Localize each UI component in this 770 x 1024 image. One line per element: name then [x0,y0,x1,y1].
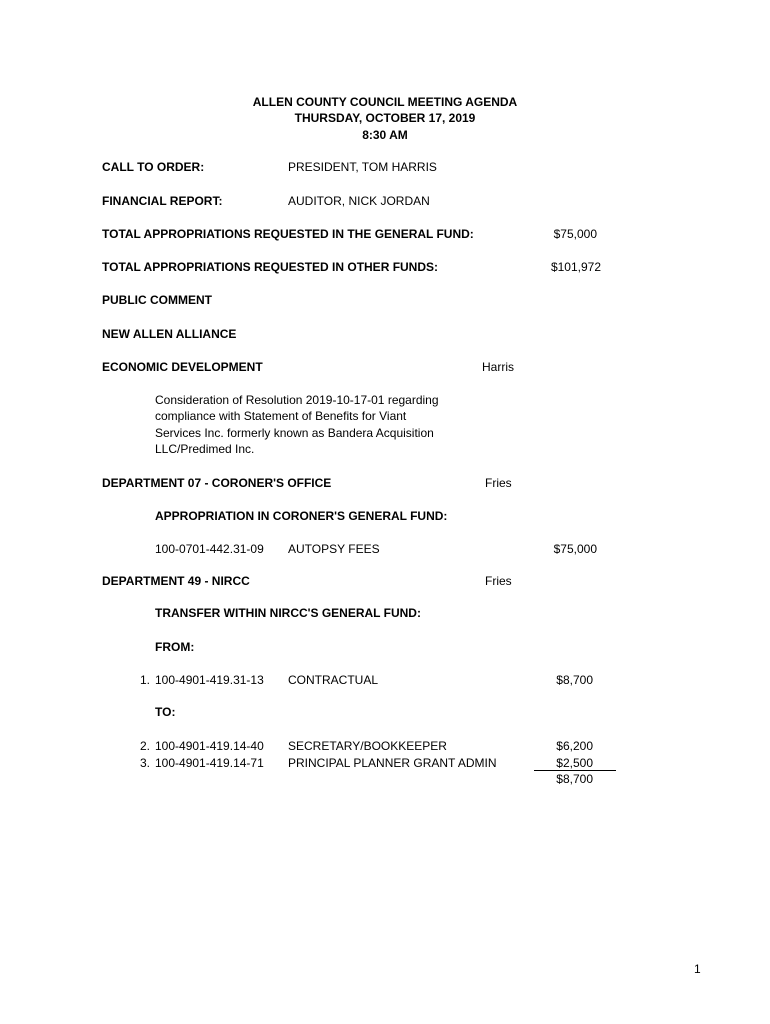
economic-development-sponsor: Harris [482,360,514,374]
line-item-account: 100-4901-419.14-71 [155,756,264,770]
line-item-account: 100-4901-419.14-40 [155,739,264,753]
dept49-subheading: TRANSFER WITHIN NIRCC'S GENERAL FUND: [155,606,421,620]
line-item-description: SECRETARY/BOOKKEEPER [288,739,447,753]
line-item-number: 3. [140,756,151,770]
agenda-date: THURSDAY, OCTOBER 17, 2019 [294,111,476,125]
resolution-text-line: Consideration of Resolution 2019-10-17-01 regarding [155,393,439,407]
economic-development-heading: ECONOMIC DEVELOPMENT [102,360,263,374]
agenda-title: ALLEN COUNTY COUNCIL MEETING AGENDA [252,95,518,109]
dept07-subheading: APPROPRIATION IN CORONER'S GENERAL FUND: [155,509,448,523]
new-allen-alliance-heading: NEW ALLEN ALLIANCE [102,327,237,341]
resolution-text-line: compliance with Statement of Benefits for Viant [155,409,407,423]
line-item-description: CONTRACTUAL [288,673,379,687]
sum-rule [534,770,616,771]
public-comment-heading: PUBLIC COMMENT [102,293,212,307]
call-to-order-value: PRESIDENT, TOM HARRIS [288,160,437,174]
line-item-number: 2. [140,739,151,753]
total-general-label: TOTAL APPROPRIATIONS REQUESTED IN THE GENERAL FUND: [102,227,474,241]
dept07-description: AUTOPSY FEES [288,542,380,556]
dept49-sponsor: Fries [485,574,512,588]
total-other-label: TOTAL APPROPRIATIONS REQUESTED IN OTHER FUNDS: [102,260,439,274]
call-to-order-label: CALL TO ORDER: [102,160,205,174]
line-item-amount: $6,200 [556,739,593,753]
line-item-description: PRINCIPAL PLANNER GRANT ADMIN [288,756,497,770]
total-general-amount: $75,000 [553,227,597,241]
dept07-sponsor: Fries [485,476,512,490]
from-label: FROM: [155,640,195,654]
financial-report-value: AUDITOR, NICK JORDAN [288,194,430,208]
total-other-amount: $101,972 [550,260,601,274]
to-label: TO: [155,705,176,719]
dept07-amount: $75,000 [553,542,597,556]
line-item-amount: $8,700 [556,673,593,687]
financial-report-label: FINANCIAL REPORT: [102,194,223,208]
dept07-account: 100-0701-442.31-09 [155,542,264,556]
resolution-text-line: LLC/Predimed Inc. [155,442,255,456]
transfer-total: $8,700 [556,772,593,786]
line-item-amount: $2,500 [556,756,593,770]
dept07-heading: DEPARTMENT 07 - CORONER'S OFFICE [102,476,332,490]
agenda-time: 8:30 AM [362,128,408,142]
line-item-account: 100-4901-419.31-13 [155,673,264,687]
dept49-heading: DEPARTMENT 49 - NIRCC [102,574,250,588]
resolution-text-line: Services Inc. formerly known as Bandera Acquisition [155,426,434,440]
line-item-number: 1. [140,673,151,687]
page-number: 1 [694,962,701,976]
